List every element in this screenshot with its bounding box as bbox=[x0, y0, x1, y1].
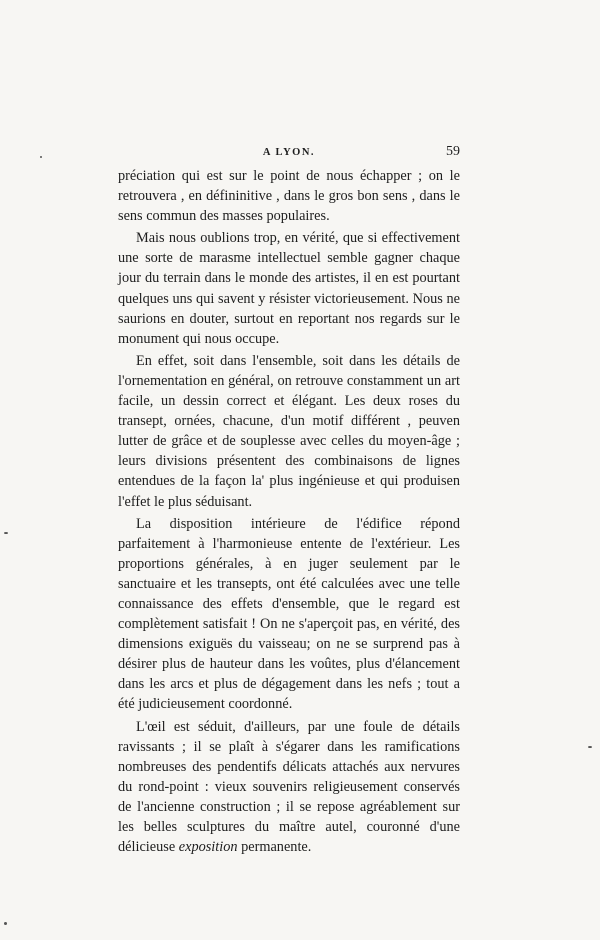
paragraph-4: La disposition intérieure de l'édifice répond parfaitement à l'harmonieuse entente de l'extérieur. Les proportions générales, à en juger seulement par le sanctuaire et les transepts, ont été calculées avec une telle connaissance des effets d'ensemble, que le regard est complètement satisfait ! On ne s'aperçoit pas, en vérité, des dimensions exiguës du vaisseau; on ne se surprend pas à désirer plus de hauteur dans les voûtes, plus d'élancement dans les arcs et plus de dégagement dans les nefs ; tout a été judicieusement coordonné. bbox=[118, 515, 460, 713]
paragraph-3: En effet, soit dans l'ensemble, soit dans les détails de l'ornementation en général, on retrouve constamment un art facile, un dessin correct et élégant. Les deux roses du transept, ornées, chacune, d'un motif différent , peuven lutter de grâce et de souplesse avec celles du moyen-âge ; leurs divisions présentent des combinaisons de lignes entendues de la façon la' plus ingénieuse et qui produisen l'effet le plus séduisant. bbox=[118, 352, 460, 510]
paragraph-5-text: L'œil est séduit, d'ailleurs, par une foule de détails ravissants ; il se plaît à s'égarer dans les ramifications nombreuses des pendentifs délicats attachés aux nervures du rond-point : vieux souvenirs religieusement conservés de l'ancienne construction ; il se repose agréablement sur les belles sculptures du maître autel, couronné d'une délicieuse bbox=[118, 718, 460, 856]
paragraph-1: préciation qui est sur le point de nous échapper ; on le retrouvera , en défininitive , dans le gros bon sens , dans le sens commun des masses populaires. bbox=[118, 168, 460, 225]
paragraph-2: Mais nous oublions trop, en vérité, que si effectivement une sorte de marasme intellectuel semble gagner chaque jour du terrain dans le monde des artistes, il en est pourtant quelques uns qui savent y résister victorieusement. Nous ne saurions en douter, surtout en reportant nos regards sur le monument qui nous occupe. bbox=[118, 230, 460, 347]
scan-speck bbox=[40, 156, 42, 158]
italic-word: exposition bbox=[178, 839, 238, 856]
page-number: 59 bbox=[446, 144, 460, 159]
page-header bbox=[118, 144, 460, 167]
body-text bbox=[118, 166, 460, 859]
paragraph-5 bbox=[118, 717, 460, 858]
scan-speck bbox=[4, 532, 8, 534]
paragraph-5-tail: permanente. bbox=[237, 839, 312, 856]
scan-speck bbox=[4, 922, 7, 925]
running-head: A LYON. bbox=[262, 147, 316, 158]
scan-speck bbox=[588, 746, 592, 748]
